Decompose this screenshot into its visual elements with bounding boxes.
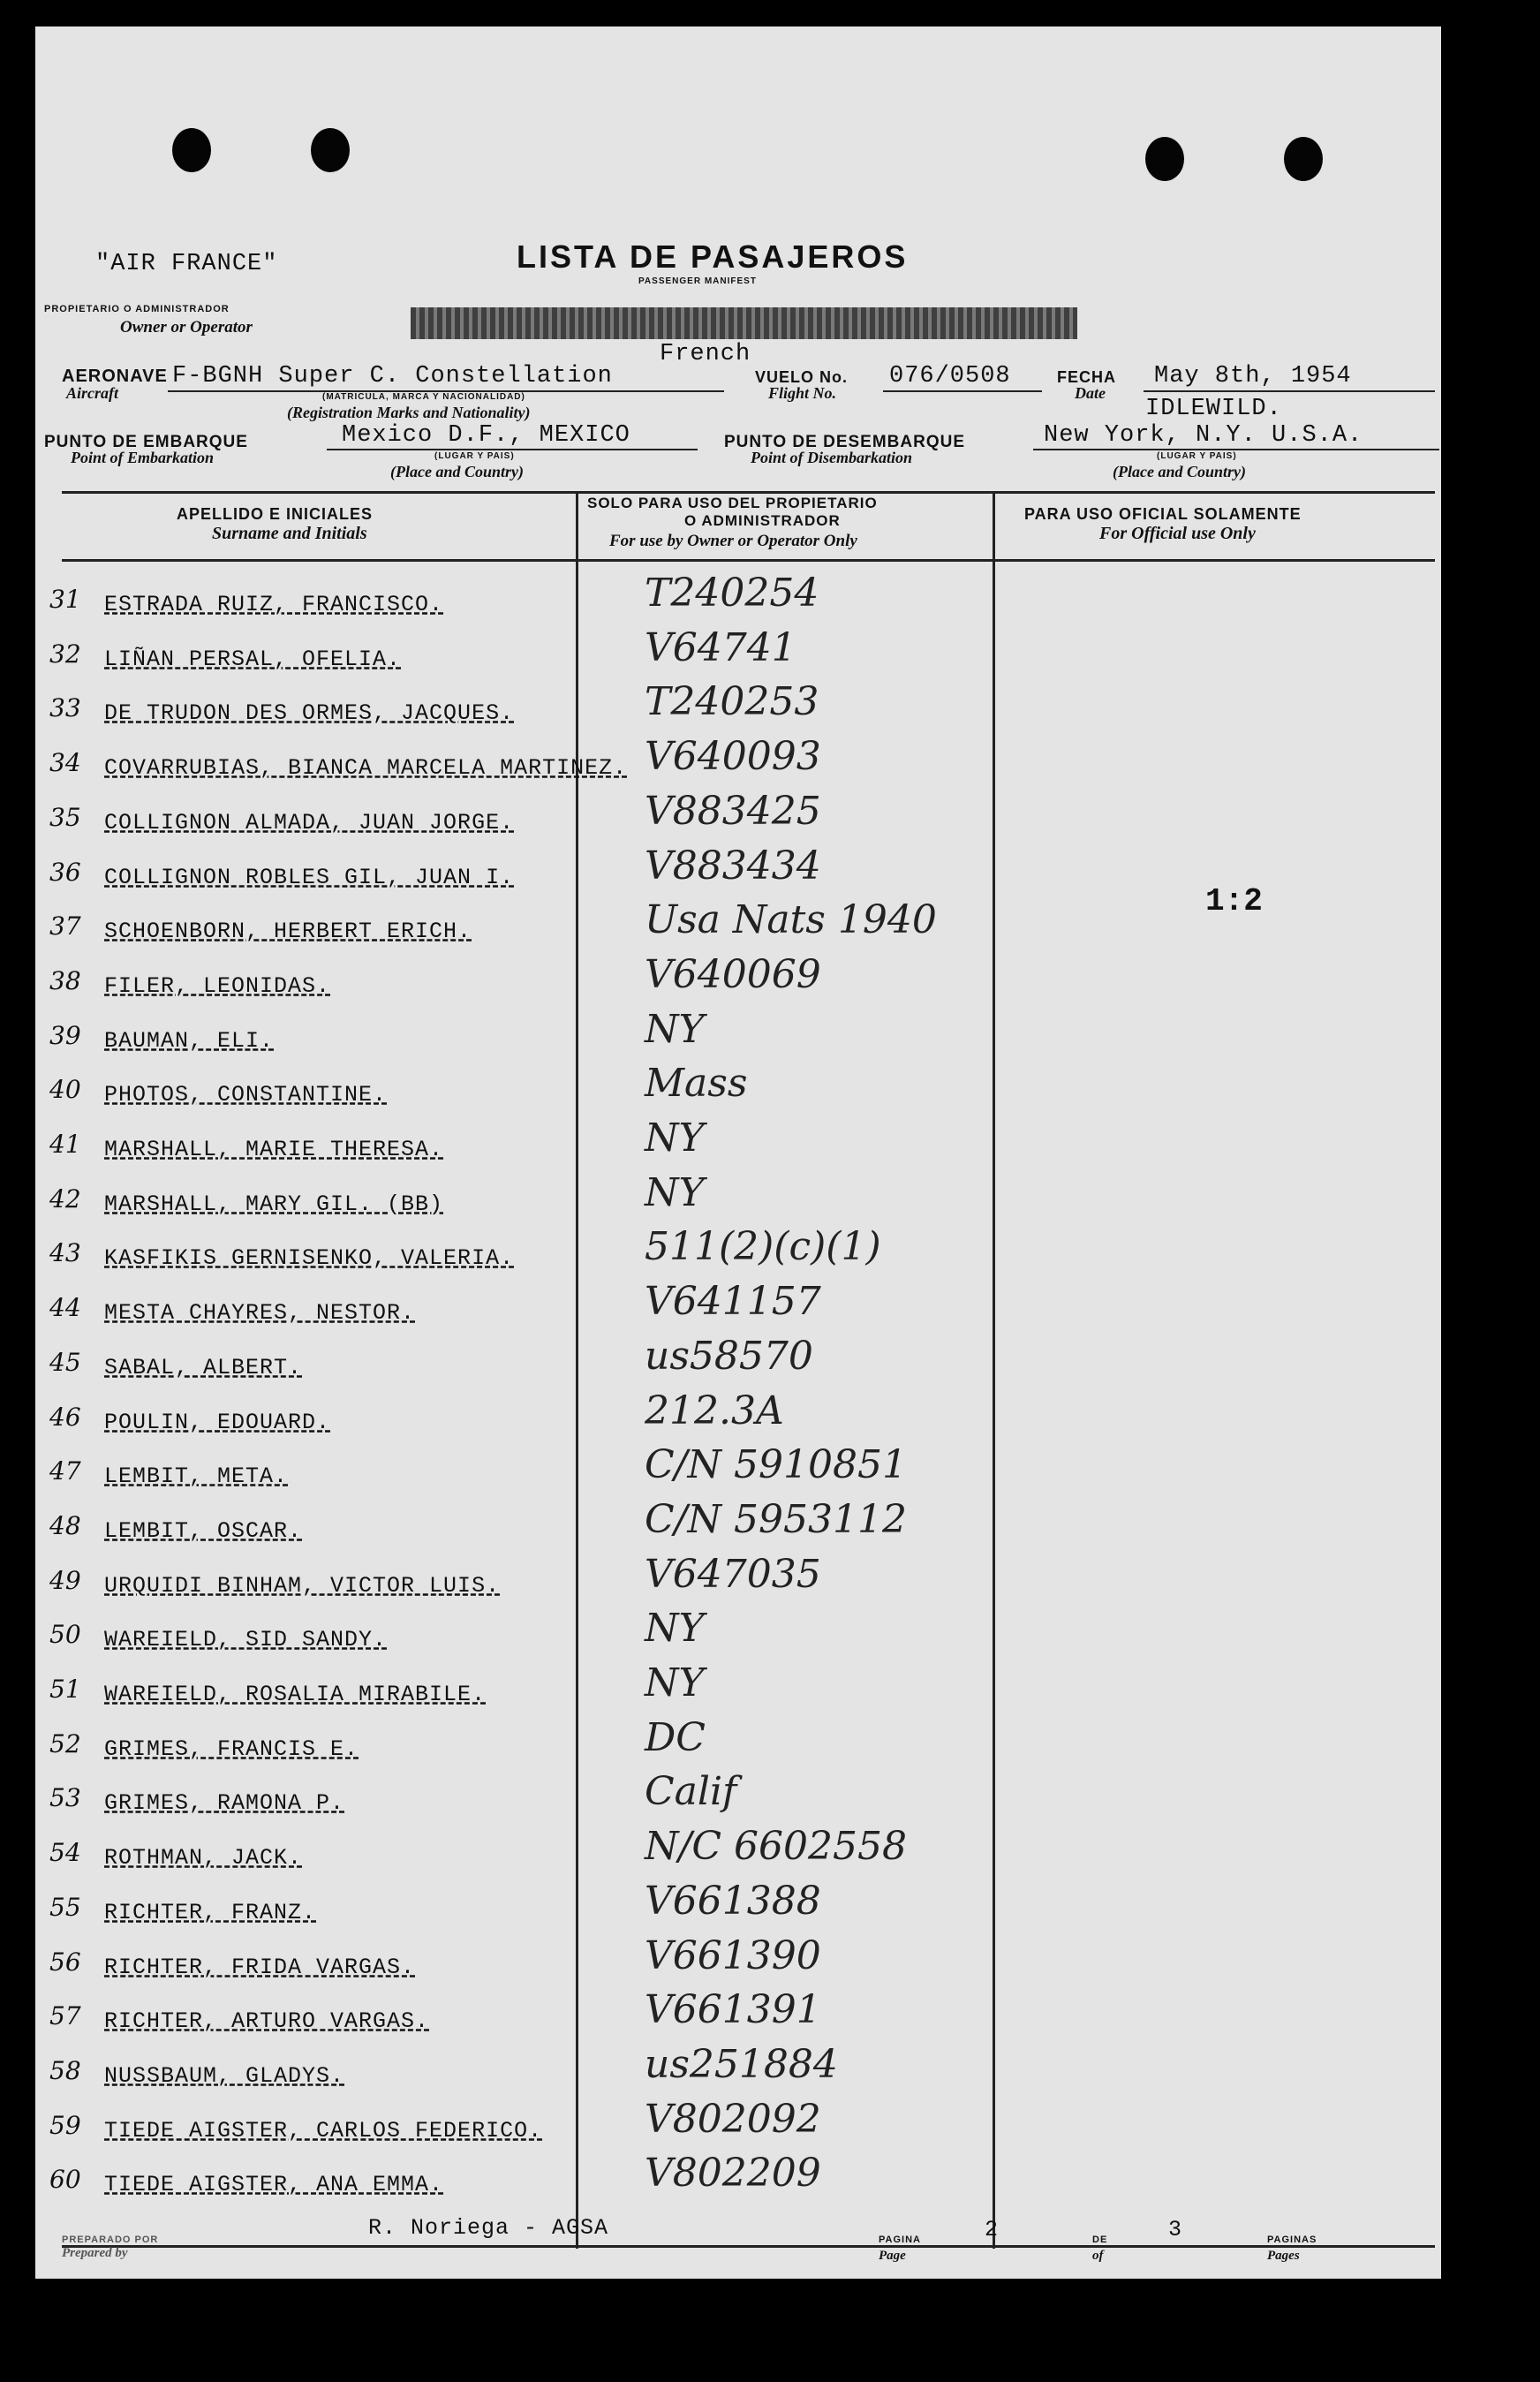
handwritten-note: NY [645, 1660, 705, 1705]
passenger-name: WAREIELD, SID SANDY. [104, 1627, 388, 1652]
passenger-name: BAUMAN, ELI. [104, 1028, 275, 1054]
row-number: 53 [49, 1783, 81, 1812]
of-label-en: of [1092, 2249, 1104, 2263]
disembark-value: New York, N.Y. U.S.A. [1044, 422, 1363, 449]
handwritten-note: V802092 [645, 2097, 821, 2142]
handwritten-note: V802209 [645, 2151, 821, 2196]
row-number: 56 [49, 1947, 81, 1977]
passenger-name: COLLIGNON ALMADA, JUAN JORGE. [104, 810, 515, 836]
row-number: 40 [49, 1075, 81, 1104]
passenger-name: LEMBIT, OSCAR. [104, 1518, 303, 1544]
airline-name: "AIR FRANCE" [95, 251, 278, 277]
row-number: 50 [49, 1620, 81, 1649]
handwritten-note: V647035 [645, 1552, 821, 1597]
passenger-name: RICHTER, ARTURO VARGAS. [104, 2008, 430, 2034]
handwritten-note: T240254 [645, 571, 819, 616]
table-bottom-rule [62, 2245, 1435, 2248]
column-header-official-es: PARA USO OFICIAL SOLAMENTE [1024, 505, 1302, 523]
row-number: 60 [49, 2165, 81, 2194]
row-number: 47 [49, 1456, 81, 1486]
flight-label-es: VUELO No. [755, 368, 849, 386]
row-number: 39 [49, 1021, 81, 1050]
aircraft-label-en: Aircraft [66, 384, 119, 402]
passenger-name: COLLIGNON ROBLES GIL, JUAN I. [104, 865, 515, 890]
passenger-name: FILER, LEONIDAS. [104, 973, 331, 999]
punch-hole [1284, 137, 1323, 181]
prepared-label-en: Prepared by [62, 2246, 128, 2260]
passenger-name: KASFIKIS GERNISENKO, VALERIA. [104, 1245, 515, 1271]
owner-value: French [660, 341, 751, 367]
row-number: 38 [49, 966, 81, 995]
passenger-name: MARSHALL, MARY GIL. (BB) [104, 1191, 444, 1217]
column-header-official-en: For Official use Only [1099, 524, 1256, 543]
manifest-page [35, 26, 1441, 2279]
handwritten-note: V661388 [645, 1879, 821, 1924]
of-label-es: DE [1092, 2235, 1108, 2245]
table-top-rule [62, 491, 1435, 494]
handwritten-note: DC [645, 1715, 706, 1760]
pages-label-es: PAGINAS [1267, 2235, 1317, 2245]
row-number: 45 [49, 1348, 81, 1377]
disembark-sub-es: (LUGAR Y PAIS) [1157, 451, 1237, 461]
embark-label-en: Point of Embarkation [71, 449, 215, 466]
passenger-name: ROTHMAN, JACK. [104, 1845, 303, 1871]
page-subtitle: PASSENGER MANIFEST [638, 276, 757, 286]
row-number: 43 [49, 1238, 81, 1267]
row-number: 57 [49, 2001, 81, 2030]
row-number: 46 [49, 1403, 81, 1432]
disembark-label-en: Point of Disembarkation [751, 449, 913, 466]
disembark-sub-en: (Place and Country) [1113, 463, 1246, 480]
handwritten-note: NY [645, 1170, 705, 1215]
prepared-label-es: PREPARADO POR [62, 2235, 159, 2245]
column-divider [993, 491, 995, 2249]
passenger-name: GRIMES, FRANCIS E. [104, 1736, 359, 1762]
passenger-name: TIEDE AIGSTER, ANA EMMA. [104, 2172, 444, 2197]
passenger-name: LEMBIT, META. [104, 1463, 289, 1489]
owner-label-es: PROPIETARIO O ADMINISTRADOR [44, 304, 230, 314]
embark-sub-es: (LUGAR Y PAIS) [434, 451, 515, 461]
passenger-name: RICHTER, FRIDA VARGAS. [104, 1955, 416, 1980]
handwritten-note: V883425 [645, 789, 821, 834]
passenger-name: PHOTOS, CONSTANTINE. [104, 1082, 388, 1108]
handwritten-note: V661390 [645, 1933, 821, 1978]
row-number: 42 [49, 1184, 81, 1214]
pages-label-en: Pages [1267, 2249, 1300, 2263]
passenger-name: RICHTER, FRANZ. [104, 1900, 317, 1925]
embark-label-es: PUNTO DE EMBARQUE [44, 433, 248, 451]
row-number: 35 [49, 803, 81, 832]
row-number: 49 [49, 1566, 81, 1595]
row-number: 37 [49, 911, 81, 941]
handwritten-note: Mass [645, 1061, 748, 1106]
handwritten-note: Usa Nats 1940 [645, 897, 937, 942]
page-label-es: PAGINA [879, 2235, 921, 2245]
aircraft-value: F-BGNH Super C. Constellation [172, 363, 613, 389]
row-number: 52 [49, 1729, 81, 1758]
passenger-name: POULIN, EDOUARD. [104, 1410, 331, 1435]
handwritten-note: N/C 6602558 [645, 1824, 907, 1869]
passenger-name: SCHOENBORN, HERBERT ERICH. [104, 919, 472, 944]
passenger-name: ESTRADA RUIZ, FRANCISCO. [104, 592, 444, 617]
column-header-surname-es: APELLIDO E INICIALES [177, 505, 374, 523]
passenger-name: SABAL, ALBERT. [104, 1355, 303, 1380]
flight-value: 076/0508 [889, 363, 1011, 389]
owner-struck-text [411, 307, 1077, 339]
aircraft-sub-es: (MATRICULA, MARCA Y NACIONALIDAD) [322, 392, 525, 402]
punch-hole [1145, 137, 1184, 181]
row-number: 44 [49, 1293, 81, 1322]
column-header-surname-en: Surname and Initials [212, 524, 367, 543]
handwritten-note: 212.3A [645, 1388, 784, 1433]
prepared-value: R. Noriega - AGSA [368, 2215, 609, 2241]
flight-label-en: Flight No. [768, 384, 837, 402]
handwritten-note: V661391 [645, 1987, 821, 2032]
handwritten-note: T240253 [645, 679, 819, 724]
passenger-name: URQUIDI BINHAM, VICTOR LUIS. [104, 1573, 501, 1599]
page-title: LISTA DE PASAJEROS [517, 238, 909, 275]
table-header-rule [62, 559, 1435, 562]
handwritten-note: V640093 [645, 734, 821, 779]
handwritten-note: V641157 [645, 1279, 821, 1324]
handwritten-note: V640069 [645, 952, 821, 997]
handwritten-note: C/N 5953112 [645, 1497, 907, 1542]
row-number: 58 [49, 2056, 81, 2085]
row-number: 59 [49, 2111, 81, 2140]
passenger-name: MESTA CHAYRES, NESTOR. [104, 1300, 416, 1326]
punch-hole [311, 128, 350, 172]
embark-sub-en: (Place and Country) [390, 463, 524, 480]
embark-value: Mexico D.F., MEXICO [342, 422, 630, 449]
handwritten-note: us58570 [645, 1334, 813, 1379]
handwritten-note: Calif [645, 1769, 737, 1814]
handwritten-note: us251884 [645, 2042, 838, 2087]
row-number: 31 [49, 585, 81, 614]
row-number: 48 [49, 1511, 81, 1540]
destination-airport: IDLEWILD. [1145, 396, 1282, 422]
handwritten-note: 511(2)(c)(1) [645, 1224, 881, 1269]
row-number: 33 [49, 693, 81, 722]
row-number: 55 [49, 1893, 81, 1922]
row-number: 54 [49, 1838, 81, 1867]
disembark-label-es: PUNTO DE DESEMBARQUE [724, 433, 966, 451]
passenger-name: GRIMES, RAMONA P. [104, 1790, 345, 1816]
passenger-name: TIEDE AIGSTER, CARLOS FEDERICO. [104, 2118, 543, 2144]
handwritten-note: C/N 5910851 [645, 1442, 907, 1487]
date-value: May 8th, 1954 [1154, 363, 1352, 389]
row-number: 51 [49, 1675, 81, 1704]
row-number: 41 [49, 1130, 81, 1159]
aircraft-sub-en: (Registration Marks and Nationality) [287, 404, 531, 421]
punch-hole [172, 128, 211, 172]
passenger-name: COVARRUBIAS, BIANCA MARCELA MARTINEZ. [104, 755, 628, 781]
row-number: 32 [49, 639, 81, 669]
passenger-name: LIÑAN PERSAL, OFELIA. [104, 647, 402, 672]
page-value: 2 [985, 2217, 1000, 2242]
official-mark: 1:2 [1205, 883, 1263, 919]
passenger-name: NUSSBAUM, GLADYS. [104, 2063, 345, 2089]
date-label-es: FECHA [1057, 368, 1116, 386]
column-header-owner-en: For use by Owner or Operator Only [609, 532, 857, 550]
column-header-owner-es-2: O ADMINISTRADOR [684, 512, 841, 529]
passenger-name: WAREIELD, ROSALIA MIRABILE. [104, 1682, 487, 1707]
row-number: 34 [49, 748, 81, 777]
row-number: 36 [49, 858, 81, 887]
handwritten-note: V883434 [645, 843, 821, 889]
owner-label-en: Owner or Operator [120, 318, 253, 337]
aircraft-label-es: AERONAVE [62, 367, 168, 386]
passenger-name: MARSHALL, MARIE THERESA. [104, 1137, 444, 1162]
of-value: 3 [1168, 2217, 1183, 2242]
date-label-en: Date [1075, 384, 1106, 402]
page-label-en: Page [879, 2249, 906, 2263]
handwritten-note: NY [645, 1606, 705, 1651]
handwritten-note: NY [645, 1115, 705, 1161]
column-header-owner-es-1: SOLO PARA USO DEL PROPIETARIO [587, 495, 878, 511]
passenger-name: DE TRUDON DES ORMES, JACQUES. [104, 700, 515, 726]
handwritten-note: V64741 [645, 625, 796, 670]
handwritten-note: NY [645, 1007, 705, 1052]
